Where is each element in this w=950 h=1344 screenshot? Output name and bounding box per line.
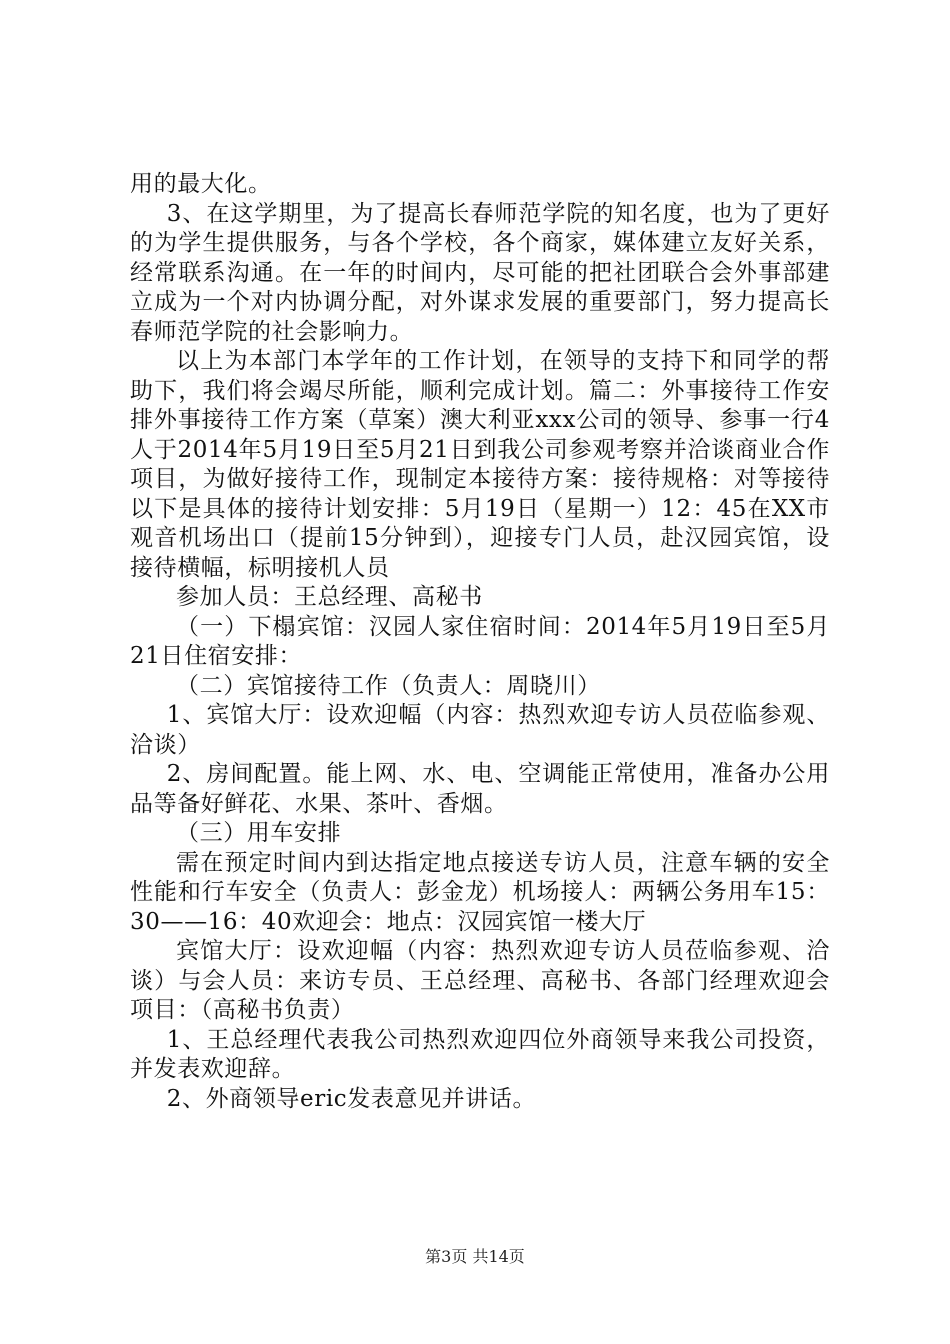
paragraph: （一）下榻宾馆：汉园人家住宿时间：2014年5月19日至5月21日住宿安排： — [130, 613, 830, 669]
page-number-footer: 第3页 共14页 — [425, 1247, 525, 1266]
paragraph: 1、王总经理代表我公司热烈欢迎四位外商领导来我公司投资，并发表欢迎辞。 — [130, 1026, 830, 1082]
paragraph: 2、房间配置。能上网、水、电、空调能正常使用，准备办公用品等备好鲜花、水果、茶叶、香烟。 — [130, 761, 830, 817]
paragraph: 用的最大化。 — [130, 171, 272, 197]
document-body — [130, 170, 830, 1114]
paragraph: 1、宾馆大厅：设欢迎幅（内容：热烈欢迎专访人员莅临参观、洽谈） — [130, 702, 830, 758]
paragraph: 参加人员：王总经理、高秘书 — [176, 584, 483, 610]
paragraph: 3、在这学期里，为了提高长春师范学院的知名度，也为了更好的为学生提供服务，与各个学校，各个商家，媒体建立友好关系，经常联系沟通。在一年的时间内，尽可能的把社团联合会外事部建立成为一个对内协调分配，对外谋求发展的重要部门，努力提高长春师范学院的社会影响力。 — [130, 200, 830, 345]
paragraph: 2、外商领导eric发表意见并讲话。 — [166, 1085, 537, 1112]
paragraph: 宾馆大厅：设欢迎幅（内容：热烈欢迎专访人员莅临参观、洽谈）与会人员：来访专员、王总经理、高秘书、各部门经理欢迎会项目：（高秘书负责） — [130, 938, 830, 1023]
paragraph: （三）用车安排 — [176, 820, 342, 846]
paragraph: 以上为本部门本学年的工作计划，在领导的支持下和同学的帮助下，我们将会竭尽所能，顺利完成计划。篇二：外事接待工作安排外事接待工作方案（草案）澳大利亚xxx公司的领导、参事一行4人于2014年5月19日至5月21日到我公司参观考察并洽谈商业合作项目，为做好接待工作，现制定本接待方案：接待规格：对等接待以下是具体的接待计划安排：5月19日（星期一）12：45在XX市观音机场出口（提前15分钟到），迎接专门人员，赴汉园宾馆，设接待横幅，标明接机人员 — [130, 348, 830, 581]
paragraph: （二）宾馆接待工作（负责人：周晓川） — [176, 672, 601, 699]
paragraph: 需在预定时间内到达指定地点接送专访人员，注意车辆的安全性能和行车安全（负责人：彭金龙）机场接人：两辆公务用车15：30——16：40欢迎会：地点：汉园宾馆一楼大厅 — [130, 849, 830, 935]
